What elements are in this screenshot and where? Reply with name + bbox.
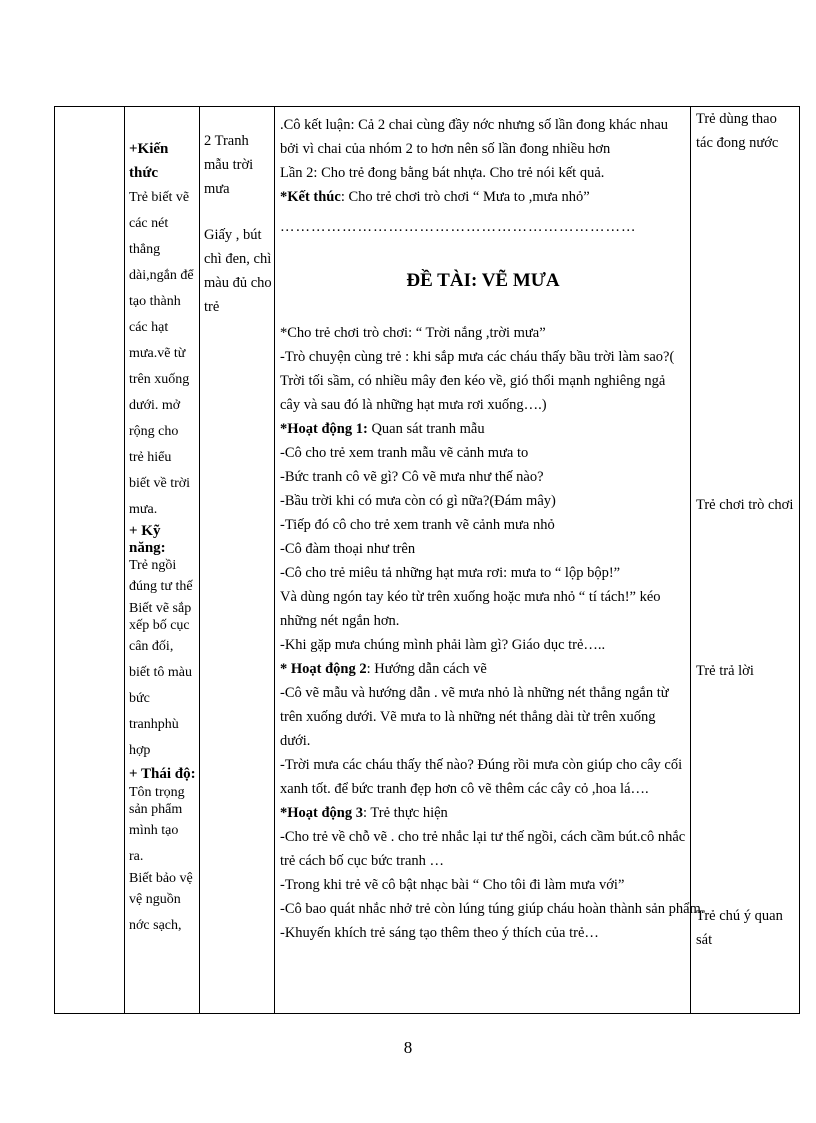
dotted-separator: …………………………………………………………… bbox=[280, 219, 637, 235]
activity-1-line: -Cô cho trẻ xem tranh mẫu vẽ cảnh mưa to bbox=[280, 445, 529, 461]
second-round-text: Lần 2: Cho trẻ đong bằng bát nhựa. Cho trẻ nói kết quả. bbox=[280, 165, 605, 181]
activity-3-line: -Cho trẻ về chỗ vẽ . cho trẻ nhắc lại tư thế ngồi, cách cầm bút.cô nhắc trẻ cách bố cục bức tranh … bbox=[280, 829, 686, 869]
note-playing: Trẻ chơi trò chơi bbox=[696, 497, 794, 513]
note-answering: Trẻ trả lời bbox=[696, 663, 754, 679]
activity-1-line: -Bức tranh cô vẽ gì? Cô vẽ mưa như thế nào? bbox=[280, 469, 544, 485]
activity-3-line: -Khuyến khích trẻ sáng tạo thêm theo ý thích của trẻ… bbox=[280, 925, 599, 941]
activity-2-heading: * Hoạt động 2: Hướng dẫn cách vẽ bbox=[280, 661, 487, 677]
activity-1-line: -Bầu trời khi có mưa còn có gì nữa?(Đám mây) bbox=[280, 493, 556, 509]
intro-game: *Cho trẻ chơi trò chơi: “ Trời nắng ,trời mưa” bbox=[280, 325, 546, 341]
child-activity-column bbox=[691, 107, 800, 1014]
conclusion-paragraph: .Cô kết luận: Cả 2 chai cùng đầy nớc nhưng số lần đong khác nhau bởi vì chai của nhóm 2 to hơn nên số lần đong nhiều hơn bbox=[280, 117, 669, 157]
activity-1-line: -Tiếp đó cô cho trẻ xem tranh vẽ cảnh mưa nhỏ bbox=[280, 517, 555, 533]
material-item-supplies: Giấy , bút chì đen, chì màu đủ cho trẻ bbox=[204, 227, 272, 315]
activity-3-line: -Cô bao quát nhắc nhở trẻ còn lúng túng giúp cháu hoàn thành sản phẩm. bbox=[280, 901, 705, 917]
lesson-title: ĐỀ TÀI: VẼ MƯA bbox=[406, 270, 560, 291]
note-observing: Trẻ chú ý quan sát bbox=[696, 908, 783, 948]
objectives-column bbox=[125, 107, 200, 1014]
lesson-plan-table bbox=[54, 106, 800, 1014]
activity-1-line: -Khi gặp mưa chúng mình phải làm gì? Giáo dục trẻ….. bbox=[280, 637, 606, 653]
materials-column bbox=[200, 107, 275, 1014]
note-measuring: Trẻ dùng thao tác đong nước bbox=[696, 111, 779, 151]
thai-do-text: Tôn trọng sản phẩm mình tạo ra. Biết bảo vệ vệ nguồn nớc sạch, bbox=[129, 785, 193, 933]
material-item-pictures: 2 Tranh mẫu trời mưa bbox=[204, 133, 254, 197]
activity-1-heading: *Hoạt động 1: Quan sát tranh mẫu bbox=[280, 421, 485, 437]
kien-thuc-text: Trẻ biết vẽ các nét thẳng dài,ngắn để tạo thành các hạt mưa.vẽ từ trên xuống dưới. mở rộng cho trẻ hiểu biết về trời mưa. bbox=[129, 190, 194, 517]
intro-conversation: -Trò chuyện cùng trẻ : khi sắp mưa các cháu thấy bầu trời làm sao?( Trời tối sầm, có nhiều mây đen kéo về, gió thổi mạnh nghiêng ngả cây và sau đó là những hạt mưa rơi xuống….) bbox=[280, 349, 675, 413]
activity-1-line: -Cô cho trẻ miêu tả những hạt mưa rơi: mưa to “ lộp bộp!” bbox=[280, 565, 621, 581]
ky-nang-text: Trẻ ngồi đúng tư thế Biết vẽ sắp xếp bố cục cân đối, biết tô màu bức tranhphù hợp bbox=[129, 558, 193, 758]
activity-2-line: -Trời mưa các cháu thấy thế nào? Đúng rồi mưa còn giúp cho cây cối xanh tốt. để bức tranh đẹp hơn cô vẽ thêm các cây cỏ ,hoa lá…. bbox=[280, 757, 683, 797]
kien-thuc-heading: +Kiến thức bbox=[129, 141, 169, 181]
activities-column bbox=[275, 107, 705, 1014]
thai-do-heading: + Thái độ: bbox=[129, 766, 196, 782]
activity-1-line: -Cô đàm thoại như trên bbox=[280, 541, 416, 557]
ky-nang-heading: + Kỹ năng: bbox=[129, 523, 166, 556]
page-number: 8 bbox=[403, 1038, 413, 1057]
empty-first-column bbox=[55, 107, 125, 1014]
activity-2-line: -Cô vẽ mẫu và hướng dẫn . vẽ mưa nhỏ là những nét thẳng ngắn từ trên xuống dưới. Vẽ mưa to là những nét thẳng dài từ trên xuống dưới. bbox=[280, 685, 669, 749]
activity-1-line: Và dùng ngón tay kéo từ trên xuống hoặc mưa nhỏ “ tí tách!” kéo những nét ngắn hơn. bbox=[280, 589, 661, 629]
activity-3-heading: *Hoạt động 3: Trẻ thực hiện bbox=[280, 805, 448, 821]
activity-3-line: -Trong khi trẻ vẽ cô bật nhạc bài “ Cho tôi đi làm mưa với” bbox=[280, 877, 625, 893]
ending-paragraph: *Kết thúc: Cho trẻ chơi trò chơi “ Mưa to ,mưa nhỏ” bbox=[280, 189, 590, 205]
